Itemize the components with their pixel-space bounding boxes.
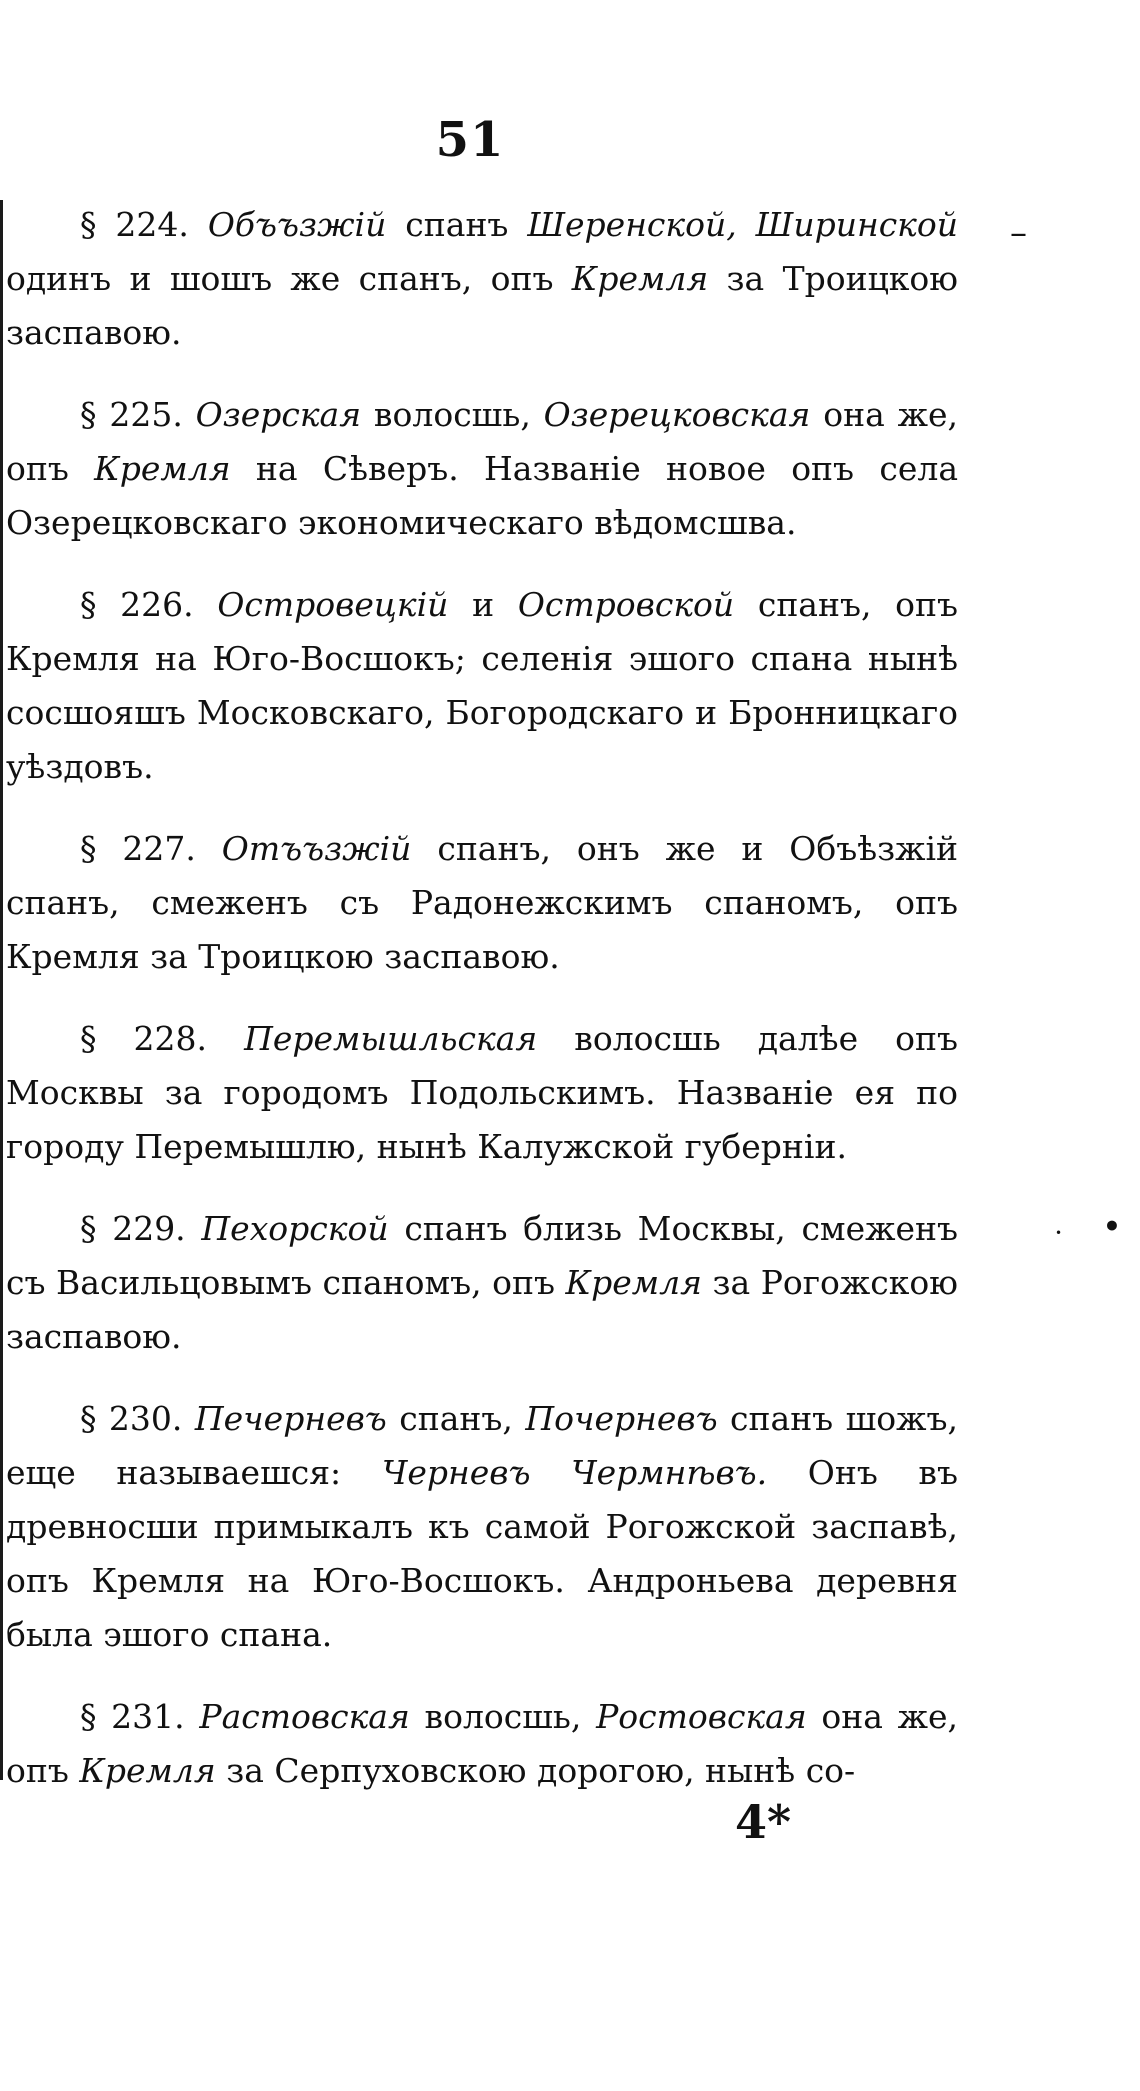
text-run: на Сѣверъ. Названіе новое опъ села Озерецковскаго экономическаго вѣдомсшва. — [6, 449, 958, 542]
text-run — [196, 829, 222, 868]
paragraph-224 — [6, 198, 958, 360]
scan-speck-mark: • — [1055, 1226, 1063, 1240]
italic-term: Кремля — [79, 1751, 216, 1790]
text-run: она же, опъ — [6, 395, 958, 488]
italic-term: Шеренской, Ширинской — [527, 205, 958, 244]
text-run — [194, 585, 218, 624]
italic-term: Ростовская — [596, 1697, 807, 1736]
section-number: § 230. — [80, 1399, 183, 1438]
section-number: § 228. — [80, 1019, 208, 1058]
italic-term: Островецкій — [217, 585, 449, 624]
text-run: Онъ въ древносши примыкалъ къ самой Рогожской заспавѣ, опъ Кремля на Юго-Восшокъ. Андроньева деревня была эшого спана. — [6, 1453, 959, 1654]
section-number: § 224. — [80, 205, 189, 244]
section-number: § 227. — [80, 829, 196, 868]
text-run: волосшь далѣе опъ Москвы за городомъ Подольскимъ. Названіе ея по городу Перемышлю, нынѣ Калужской губерніи. — [6, 1019, 959, 1166]
paragraph-228 — [6, 1012, 958, 1174]
italic-term: Отъъзжій — [221, 829, 412, 868]
text-run: спанъ, — [386, 1399, 526, 1438]
text-run: волосшь, — [361, 395, 544, 434]
text-run: волосшь, — [409, 1697, 597, 1736]
text-run: спанъ, опъ Кремля на Юго-Восшокъ; селенія эшого спана нынѣ сосшояшъ Московскаго, Богородскаго и Бронницкаго уѣздовъ. — [6, 585, 958, 786]
italic-term: Кремля — [565, 1263, 702, 1302]
italic-term: Кремля — [94, 449, 231, 488]
paragraph-231 — [6, 1690, 958, 1798]
text-run — [182, 1399, 194, 1438]
text-run: спанъ близь Москвы, смеженъ съ Васильцовымъ спаномъ, опъ — [6, 1209, 959, 1302]
text-run: за Троицкою заспавою. — [6, 259, 959, 352]
paragraph-230 — [6, 1392, 958, 1662]
paragraph-226 — [6, 578, 958, 794]
page-left-edge — [0, 200, 3, 1780]
signature-mark: 4* — [735, 1795, 792, 1849]
paragraph-227 — [6, 822, 958, 984]
italic-term: Кремля — [571, 259, 709, 298]
paragraph-229 — [6, 1202, 958, 1364]
scan-dash-mark: – — [1010, 213, 1027, 253]
text-run: она же, опъ — [6, 1697, 958, 1790]
italic-term: Озерецковская — [543, 395, 811, 434]
text-run: спанъ, онъ же и Объѣзжій спанъ, смеженъ съ Радонежскимъ спаномъ, опъ Кремля за Троицкою заспавою. — [6, 829, 958, 976]
page-number: 51 — [435, 112, 505, 168]
text-run — [183, 395, 196, 434]
scan-speck-mark: • — [1103, 1210, 1121, 1243]
section-number: § 231. — [80, 1697, 185, 1736]
paragraph-225 — [6, 388, 958, 550]
section-number: § 229. — [80, 1209, 186, 1248]
italic-term: Объъзжій — [207, 205, 387, 244]
italic-term: Растовская — [199, 1697, 410, 1736]
text-run: и — [448, 585, 518, 624]
text-run — [186, 1209, 202, 1248]
italic-term: Печерневъ — [194, 1399, 387, 1438]
text-run: одинъ и шошъ же спанъ, опъ — [6, 259, 572, 298]
italic-term: Черневъ Чермнѣвъ. — [381, 1453, 768, 1492]
text-run: спанъ — [386, 205, 528, 244]
text-run — [185, 1697, 200, 1736]
text-run — [207, 1019, 244, 1058]
text-run: за Серпуховскою дорогою, нынѣ со- — [215, 1751, 856, 1790]
text-run — [189, 205, 208, 244]
main-text — [6, 198, 958, 1826]
section-number: § 225. — [80, 395, 183, 434]
italic-term: Пехорской — [201, 1209, 389, 1248]
text-run: спанъ шожъ, еще называешся: — [6, 1399, 958, 1492]
italic-term: Островской — [517, 585, 735, 624]
italic-term: Почерневъ — [525, 1399, 718, 1438]
section-number: § 226. — [80, 585, 194, 624]
text-run: за Рогожскою заспавою. — [6, 1263, 958, 1356]
italic-term: Перемышльская — [244, 1019, 538, 1058]
italic-term: Озерская — [195, 395, 362, 434]
